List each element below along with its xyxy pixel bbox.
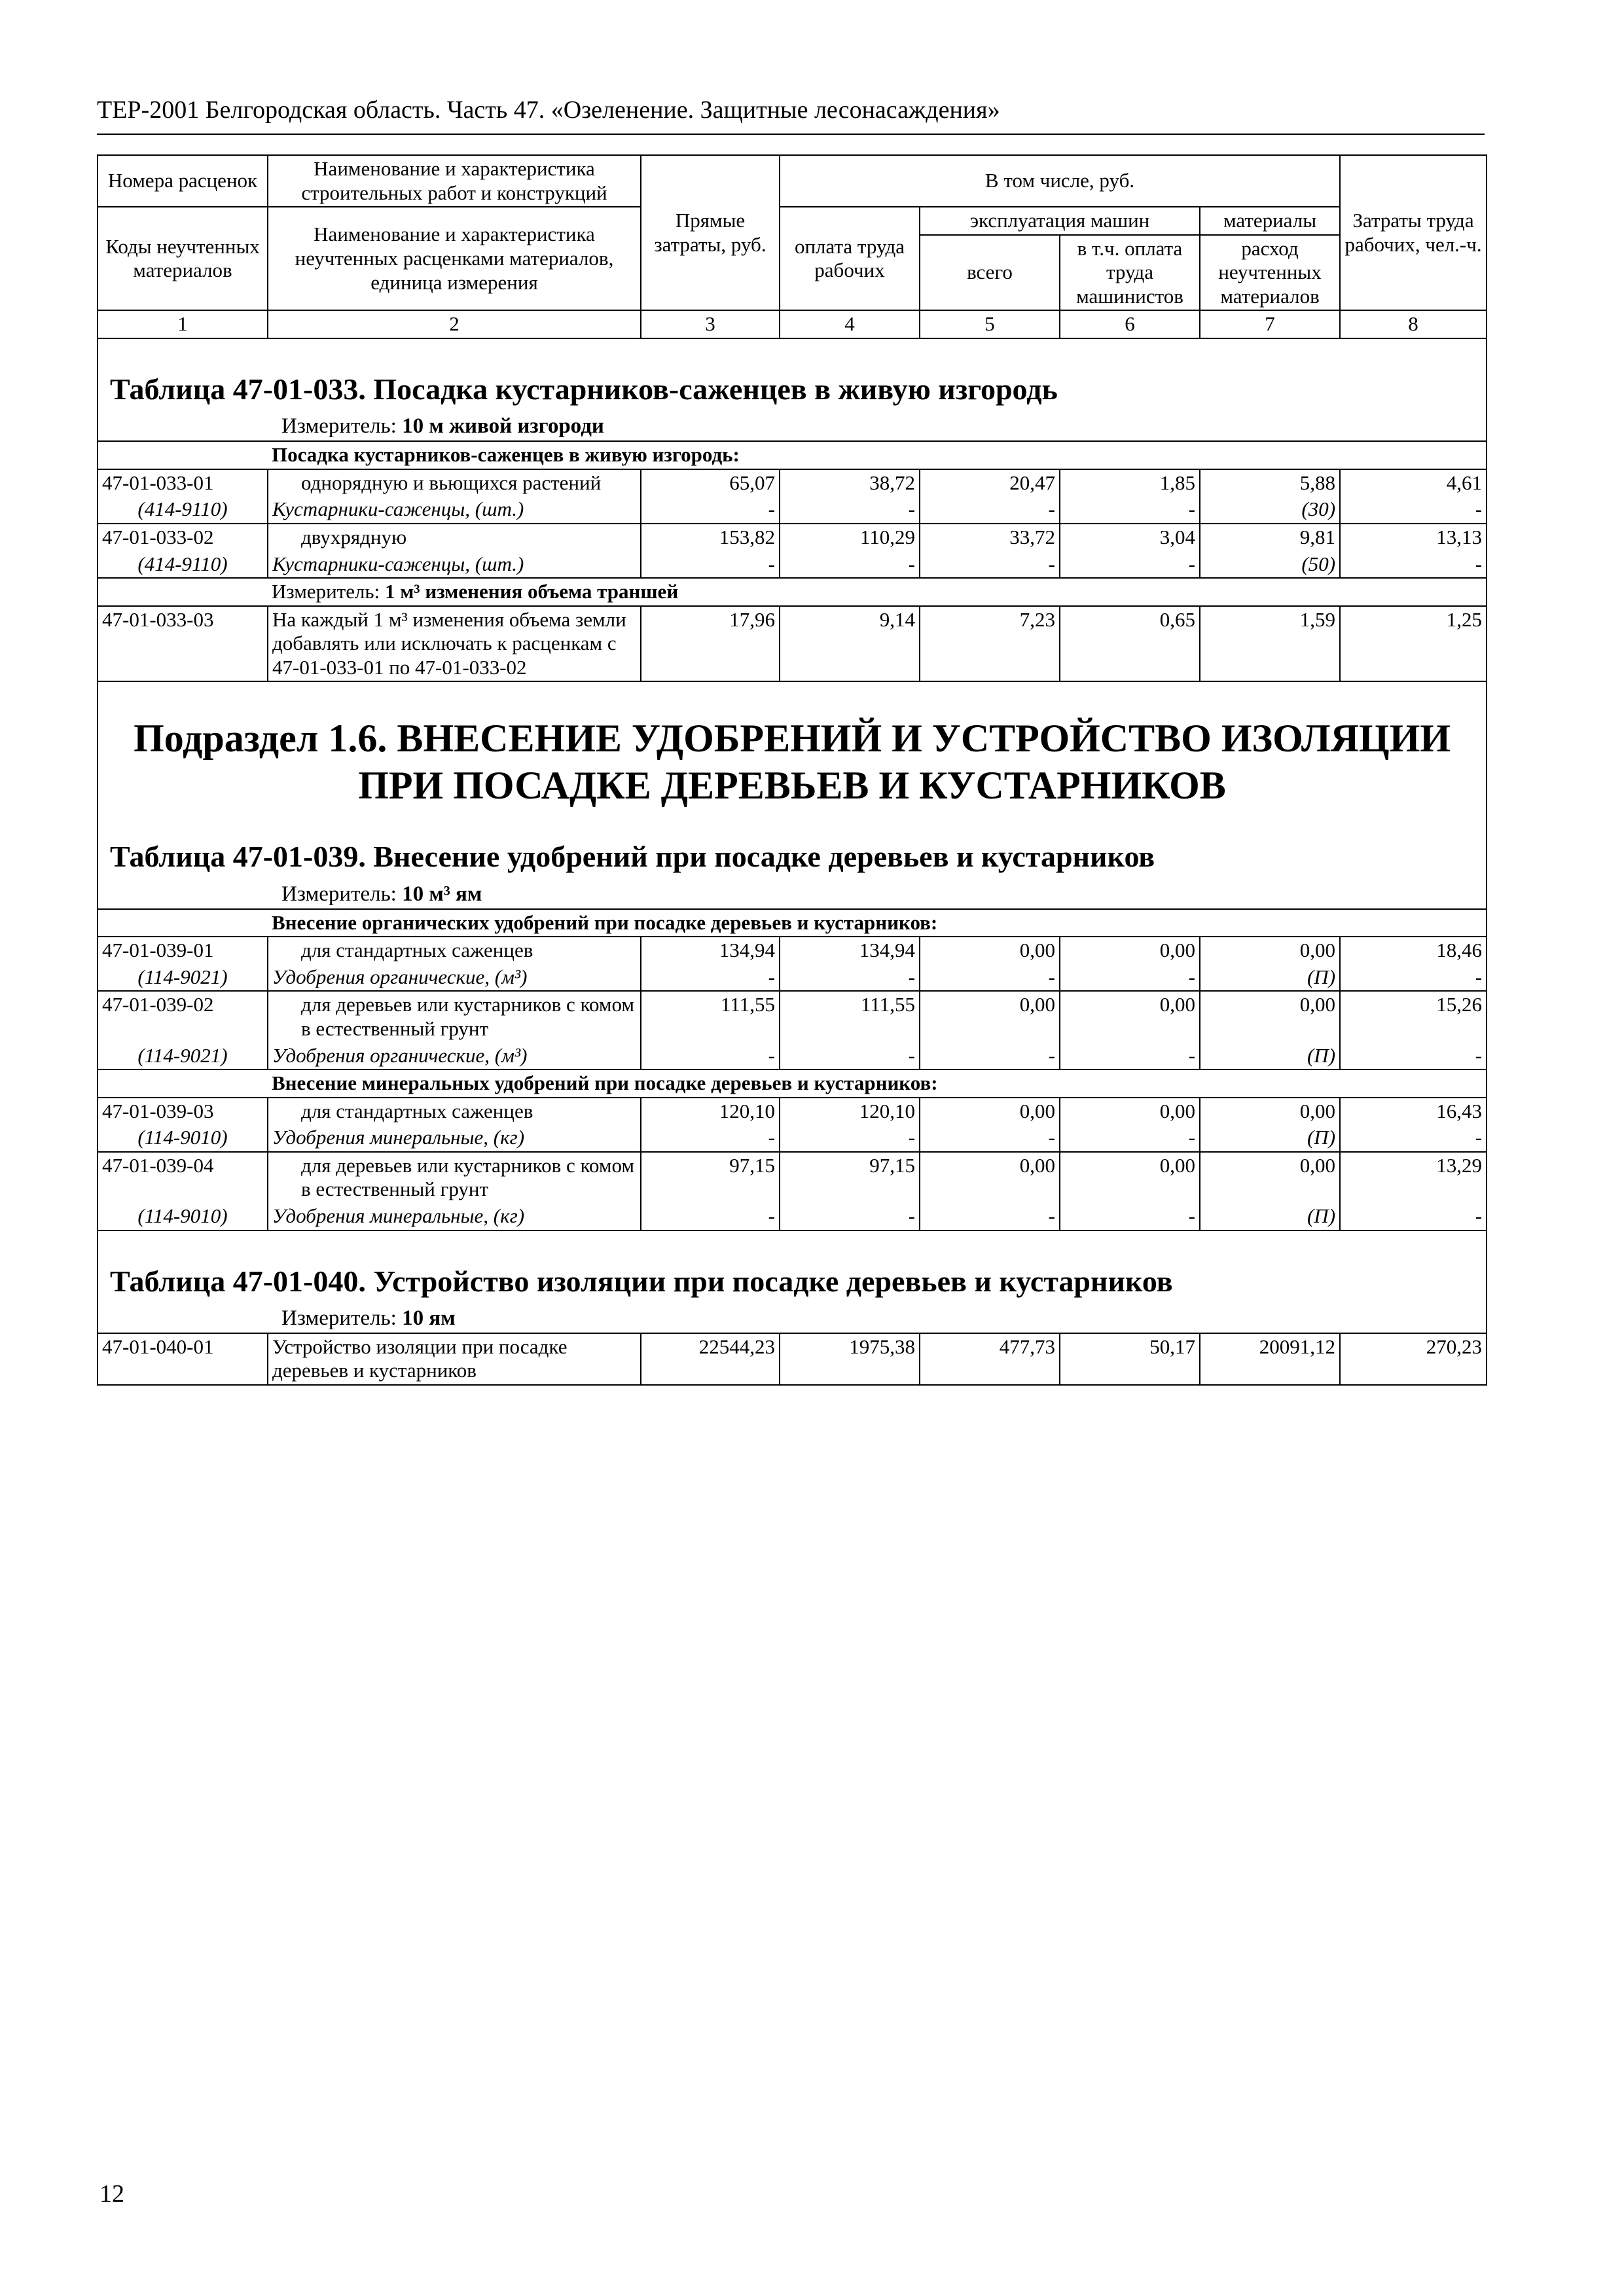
col-including-header: В том числе, руб. <box>780 155 1340 207</box>
labor-hours: 16,43 <box>1340 1098 1487 1125</box>
labor-hours: 4,61 <box>1340 469 1487 497</box>
col-direct-costs-header: Прямые затраты, руб. <box>641 155 780 310</box>
materials: (П) <box>1200 964 1340 992</box>
direct-costs: - <box>641 1124 780 1152</box>
table-039-group-mineral: Внесение минеральных удобрений при посадке деревьев и кустарников: <box>268 1069 1487 1098</box>
table-039-title: Таблица 47-01-039. Внесение удобрений при посадке деревьев и кустарников <box>98 816 1487 880</box>
wages: - <box>780 1124 920 1152</box>
material-code: (114-9010) <box>98 1203 268 1230</box>
table-row <box>98 1098 1487 1125</box>
wages: 120,10 <box>780 1098 920 1125</box>
wages: 9,14 <box>780 606 920 682</box>
machinists-wages: - <box>1060 551 1200 579</box>
direct-costs: 153,82 <box>641 524 780 551</box>
rate-code: 47-01-039-01 <box>98 937 268 964</box>
work-name: для деревьев или кустарников с комом в естественный грунт <box>268 991 641 1042</box>
material-name: Кустарники-саженцы, (шт.) <box>268 496 641 524</box>
column-number: 2 <box>268 310 641 338</box>
work-name: двухрядную <box>268 524 641 551</box>
work-name: Устройство изоляции при посадке деревьев и кустарников <box>268 1333 641 1385</box>
column-number: 6 <box>1060 310 1200 338</box>
machines-total: 20,47 <box>920 469 1060 497</box>
direct-costs: 65,07 <box>641 469 780 497</box>
labor-hours: - <box>1340 1124 1487 1152</box>
wages: - <box>780 1203 920 1230</box>
rate-code: 47-01-040-01 <box>98 1333 268 1385</box>
direct-costs: 111,55 <box>641 991 780 1042</box>
material-code: (414-9110) <box>98 496 268 524</box>
direct-costs: - <box>641 496 780 524</box>
rate-code: 47-01-039-02 <box>98 991 268 1042</box>
materials: 0,00 <box>1200 1098 1340 1125</box>
col-wages-header: оплата труда рабочих <box>780 207 920 310</box>
machines-total: 0,00 <box>920 937 1060 964</box>
machines-total: 0,00 <box>920 1152 1060 1203</box>
direct-costs: 17,96 <box>641 606 780 682</box>
labor-hours: 270,23 <box>1340 1333 1487 1385</box>
labor-hours: 1,25 <box>1340 606 1487 682</box>
machinists-wages: 0,00 <box>1060 937 1200 964</box>
direct-costs: 22544,23 <box>641 1333 780 1385</box>
machinists-wages: - <box>1060 1124 1200 1152</box>
direct-costs: - <box>641 964 780 992</box>
table-039-measure: Измеритель: 10 м³ ям <box>98 880 1487 909</box>
group-row <box>98 441 1487 469</box>
rate-code: 47-01-039-03 <box>98 1098 268 1125</box>
wages: 38,72 <box>780 469 920 497</box>
work-name: для стандартных саженцев <box>268 937 641 964</box>
rate-code: 47-01-039-04 <box>98 1152 268 1203</box>
subsection-title: Подраздел 1.6. ВНЕСЕНИЕ УДОБРЕНИЙ И УСТРОЙСТВО ИЗОЛЯЦИИ ПРИ ПОСАДКЕ ДЕРЕВЬЕВ И КУСТАРНИКОВ <box>98 681 1487 816</box>
work-name: однорядную и вьющихся растений <box>268 469 641 497</box>
material-row <box>98 496 1487 524</box>
materials: 0,00 <box>1200 1152 1340 1203</box>
direct-costs: - <box>641 1203 780 1230</box>
material-row <box>98 551 1487 579</box>
wages: 110,29 <box>780 524 920 551</box>
machines-total: 0,00 <box>920 991 1060 1042</box>
col-name-header: Наименование и характеристика строительных работ и конструкций <box>268 155 641 207</box>
work-name: На каждый 1 м³ изменения объема земли добавлять или исключать к расценкам с 47-01-033-01 по 47-01-033-02 <box>268 606 641 682</box>
table-039-group-organic: Внесение органических удобрений при посадке деревьев и кустарников: <box>268 909 1487 937</box>
table-033-title: Таблица 47-01-033. Посадка кустарников-саженцев в живую изгородь <box>98 338 1487 412</box>
materials: 20091,12 <box>1200 1333 1340 1385</box>
wages: - <box>780 496 920 524</box>
machinists-wages: 0,65 <box>1060 606 1200 682</box>
machinists-wages: - <box>1060 1043 1200 1070</box>
labor-hours: 15,26 <box>1340 991 1487 1042</box>
header-row-1 <box>98 155 1487 207</box>
machines-total: - <box>920 1203 1060 1230</box>
machines-total: - <box>920 496 1060 524</box>
wages: - <box>780 964 920 992</box>
price-table <box>97 154 1487 1386</box>
group-row <box>98 909 1487 937</box>
materials: 5,88 <box>1200 469 1340 497</box>
wages: 134,94 <box>780 937 920 964</box>
materials: (50) <box>1200 551 1340 579</box>
machines-total: - <box>920 551 1060 579</box>
measure-row <box>98 578 1487 606</box>
materials: 9,81 <box>1200 524 1340 551</box>
table-row <box>98 1152 1487 1203</box>
page-number: 12 <box>99 2180 124 2208</box>
wages: 111,55 <box>780 991 920 1042</box>
wages: - <box>780 551 920 579</box>
machinists-wages: 0,00 <box>1060 1098 1200 1125</box>
table-033-measure-2: Измеритель: 1 м³ изменения объема траншей <box>268 578 1487 606</box>
table-row <box>98 469 1487 497</box>
labor-hours: 13,29 <box>1340 1152 1487 1203</box>
page-header: ТЕР-2001 Белгородская область. Часть 47. «Озеленение. Защитные лесонасаждения» <box>97 96 1485 135</box>
direct-costs: 134,94 <box>641 937 780 964</box>
material-code: (114-9010) <box>98 1124 268 1152</box>
col-number-header: Номера расценок <box>98 155 268 207</box>
machines-total: - <box>920 964 1060 992</box>
material-row <box>98 1203 1487 1230</box>
rate-code: 47-01-033-02 <box>98 524 268 551</box>
machines-total: 0,00 <box>920 1098 1060 1125</box>
direct-costs: - <box>641 1043 780 1070</box>
materials: (П) <box>1200 1124 1340 1152</box>
material-name: Удобрения минеральные, (кг) <box>268 1124 641 1152</box>
measure-row <box>98 412 1487 441</box>
machinists-wages: 1,85 <box>1060 469 1200 497</box>
material-name: Удобрения органические, (м³) <box>268 1043 641 1070</box>
table-row <box>98 937 1487 964</box>
measure-row <box>98 1304 1487 1333</box>
machinists-wages: - <box>1060 496 1200 524</box>
labor-hours: - <box>1340 1203 1487 1230</box>
materials: (П) <box>1200 1043 1340 1070</box>
materials: 0,00 <box>1200 937 1340 964</box>
table-title-row <box>98 816 1487 880</box>
group-row <box>98 1069 1487 1098</box>
col-machines-total-header: всего <box>920 235 1060 311</box>
wages: 97,15 <box>780 1152 920 1203</box>
column-numbers-row <box>98 310 1487 338</box>
materials: 0,00 <box>1200 991 1340 1042</box>
material-code: (114-9021) <box>98 1043 268 1070</box>
col-machinists-wages-header: в т.ч. оплата труда машинистов <box>1060 235 1200 311</box>
subsection-row <box>98 681 1487 816</box>
labor-hours: 13,13 <box>1340 524 1487 551</box>
col-materials-name-header: Наименование и характеристика неучтенных расценками материалов, единица измерения <box>268 207 641 310</box>
col-codes-header: Коды неучтенных материалов <box>98 207 268 310</box>
machines-total: - <box>920 1043 1060 1070</box>
machines-total: 7,23 <box>920 606 1060 682</box>
machinists-wages: - <box>1060 964 1200 992</box>
machinists-wages: - <box>1060 1203 1200 1230</box>
material-row <box>98 964 1487 992</box>
material-code: (414-9110) <box>98 551 268 579</box>
work-name: для стандартных саженцев <box>268 1098 641 1125</box>
direct-costs: - <box>641 551 780 579</box>
machinists-wages: 50,17 <box>1060 1333 1200 1385</box>
material-row <box>98 1043 1487 1070</box>
wages: 1975,38 <box>780 1333 920 1385</box>
rate-code: 47-01-033-03 <box>98 606 268 682</box>
table-033-measure: Измеритель: 10 м живой изгороди <box>98 412 1487 441</box>
col-machines-header: эксплуатация машин <box>920 207 1200 235</box>
table-row <box>98 991 1487 1042</box>
header-row-2 <box>98 207 1487 235</box>
column-number: 8 <box>1340 310 1487 338</box>
labor-hours: - <box>1340 1043 1487 1070</box>
materials: (30) <box>1200 496 1340 524</box>
column-number: 7 <box>1200 310 1340 338</box>
direct-costs: 97,15 <box>641 1152 780 1203</box>
column-number: 5 <box>920 310 1060 338</box>
work-name: для деревьев или кустарников с комом в естественный грунт <box>268 1152 641 1203</box>
col-materials-header: материалы <box>1200 207 1340 235</box>
wages: - <box>780 1043 920 1070</box>
labor-hours: - <box>1340 496 1487 524</box>
machinists-wages: 0,00 <box>1060 991 1200 1042</box>
measure-row <box>98 880 1487 909</box>
machines-total: - <box>920 1124 1060 1152</box>
machinists-wages: 3,04 <box>1060 524 1200 551</box>
col-labor-header: Затраты труда рабочих, чел.-ч. <box>1340 155 1487 310</box>
machinists-wages: 0,00 <box>1060 1152 1200 1203</box>
material-code: (114-9021) <box>98 964 268 992</box>
table-033-group: Посадка кустарников-саженцев в живую изгородь: <box>268 441 1487 469</box>
labor-hours: - <box>1340 964 1487 992</box>
column-number: 3 <box>641 310 780 338</box>
machines-total: 33,72 <box>920 524 1060 551</box>
column-number: 1 <box>98 310 268 338</box>
material-name: Удобрения минеральные, (кг) <box>268 1203 641 1230</box>
table-040-measure: Измеритель: 10 ям <box>98 1304 1487 1333</box>
table-040-title: Таблица 47-01-040. Устройство изоляции при посадке деревьев и кустарников <box>98 1230 1487 1304</box>
machines-total: 477,73 <box>920 1333 1060 1385</box>
rate-code: 47-01-033-01 <box>98 469 268 497</box>
column-number: 4 <box>780 310 920 338</box>
table-title-row <box>98 1230 1487 1304</box>
labor-hours: - <box>1340 551 1487 579</box>
material-name: Кустарники-саженцы, (шт.) <box>268 551 641 579</box>
table-row <box>98 606 1487 682</box>
col-unaccounted-materials-header: расход неучтенных материалов <box>1200 235 1340 311</box>
labor-hours: 18,46 <box>1340 937 1487 964</box>
table-row <box>98 524 1487 551</box>
table-title-row <box>98 338 1487 412</box>
table-row <box>98 1333 1487 1385</box>
materials: 1,59 <box>1200 606 1340 682</box>
material-row <box>98 1124 1487 1152</box>
material-name: Удобрения органические, (м³) <box>268 964 641 992</box>
direct-costs: 120,10 <box>641 1098 780 1125</box>
materials: (П) <box>1200 1203 1340 1230</box>
